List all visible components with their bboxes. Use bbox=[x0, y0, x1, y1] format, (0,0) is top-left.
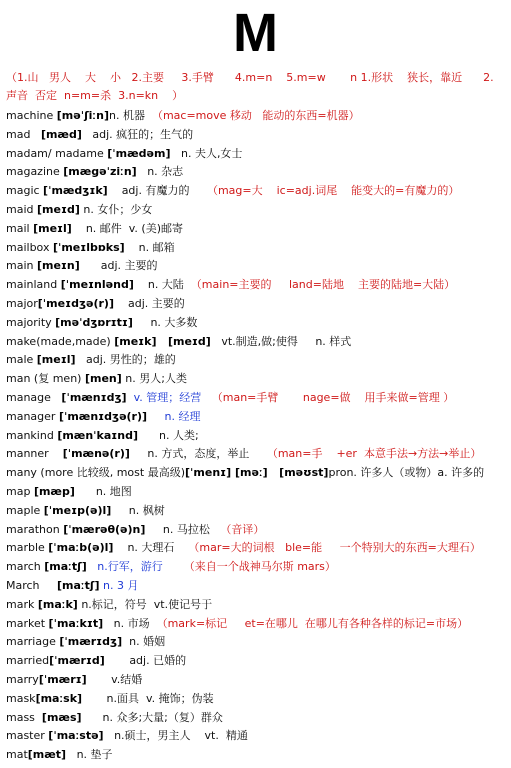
entry-definition: adj. 男性的；雄的 bbox=[75, 353, 176, 367]
entry-word: major bbox=[6, 296, 38, 310]
entry-phonetic: [ˈmærəθ(ə)n] bbox=[63, 522, 146, 536]
entry-phonetic: [ˈmærɪdʒ] bbox=[59, 635, 123, 649]
word-entry bbox=[6, 220, 511, 239]
entry-definition: adj. 主要的 bbox=[79, 259, 158, 273]
word-list bbox=[6, 107, 511, 765]
entry-word: manage bbox=[6, 390, 62, 404]
entry-etymology-note: （mark=标记 et=在哪儿 在哪儿有各种各样的标记=市场） bbox=[153, 616, 469, 630]
entry-phonetic: [ˈmænɪdʒ] bbox=[61, 390, 127, 404]
entry-phonetic: [ˈmeɪdʒə(r)] bbox=[37, 296, 114, 310]
word-entry bbox=[6, 163, 511, 182]
word-entry bbox=[6, 615, 511, 634]
word-entry bbox=[6, 727, 511, 746]
entry-word: maple bbox=[6, 503, 44, 517]
entry-word: marry bbox=[6, 672, 39, 686]
entry-definition: n. 3 月 bbox=[99, 578, 139, 592]
entry-definition: n. 地图 bbox=[74, 484, 132, 498]
entry-definition: n. 众多;大量;（复）群众 bbox=[81, 710, 223, 724]
entry-definition: vt.制造,做;使得 n. 样式 bbox=[210, 334, 352, 348]
word-entry bbox=[6, 314, 511, 333]
entry-definition: n.硕士，男主人 vt. 精通 bbox=[103, 729, 248, 743]
entry-definition: n. 经理 bbox=[147, 409, 201, 423]
entry-phonetic: [meɪl] bbox=[33, 221, 72, 235]
entry-phonetic: [mænˈkaɪnd] bbox=[57, 428, 138, 442]
entry-definition: n. 杂志 bbox=[136, 165, 184, 179]
entry-phonetic: [ˈmærɪd] bbox=[49, 654, 105, 668]
entry-definition: v.结婚 bbox=[86, 672, 143, 686]
entry-phonetic: [ˈmænə(r)] bbox=[62, 447, 130, 461]
entry-definition: n. 市场 bbox=[103, 616, 154, 630]
entry-definition: n. 夫人,女士 bbox=[170, 146, 243, 160]
entry-word: machine bbox=[6, 109, 57, 122]
entry-definition: pron. 许多人（或物）a. 许多的 bbox=[328, 466, 485, 480]
entry-phonetic: [meɪk] [meɪd] bbox=[114, 334, 211, 348]
entry-phonetic: [mæp] bbox=[33, 484, 75, 498]
word-entry bbox=[6, 333, 511, 352]
entry-phonetic: [ˈmaːkɪt] bbox=[48, 616, 104, 630]
entry-definition: n. 女仆；少女 bbox=[79, 202, 153, 216]
word-entry bbox=[6, 521, 511, 540]
entry-word: map bbox=[6, 484, 34, 498]
entry-word: main bbox=[6, 259, 37, 273]
entry-definition: adj. 已婚的 bbox=[104, 654, 187, 668]
entry-phonetic: [men] bbox=[84, 372, 122, 386]
entry-phonetic: [mægəˈziːn] bbox=[63, 165, 137, 179]
word-entry bbox=[6, 276, 511, 295]
entry-etymology-note: （main=主要的 land=陆地 主要的陆地=大陆） bbox=[187, 278, 456, 292]
entry-definition: adj. 有魔力的 bbox=[107, 184, 197, 198]
entry-word: mass bbox=[6, 710, 42, 724]
entry-etymology-note: （音译） bbox=[216, 522, 265, 536]
entry-phonetic: [meɪd] bbox=[37, 202, 80, 216]
entry-word: maid bbox=[6, 202, 37, 216]
entry-word: madam/ madame bbox=[6, 146, 108, 160]
entry-phonetic: [meɪn] bbox=[36, 259, 80, 273]
word-entry bbox=[6, 408, 511, 427]
entry-word: majority bbox=[6, 315, 56, 329]
word-entry bbox=[6, 126, 511, 145]
entry-definition: n. 垫子 bbox=[66, 748, 113, 762]
entry-phonetic: [ˈmaːstə] bbox=[48, 729, 104, 743]
word-entry bbox=[6, 295, 511, 314]
entry-word: mail bbox=[6, 221, 34, 235]
entry-phonetic: [ˈmeɪp(ə)l] bbox=[43, 503, 112, 517]
entry-word: mainland bbox=[6, 278, 61, 292]
entry-word: many (more 比较级, most 最高级) bbox=[6, 466, 185, 480]
word-entry bbox=[6, 370, 511, 389]
entry-phonetic: [ˈmærɪ] bbox=[38, 672, 87, 686]
word-entry bbox=[6, 539, 511, 558]
entry-definition: n. 马拉松 bbox=[145, 522, 217, 536]
entry-definition: v. 管理；经营 bbox=[126, 390, 202, 404]
entry-phonetic: [maːtʃ] bbox=[44, 560, 87, 574]
entry-phonetic: [ˈmenɪ] [məː] [məʊst] bbox=[185, 466, 329, 480]
entry-phonetic: [meɪl] bbox=[36, 353, 76, 367]
entry-word: male bbox=[6, 353, 37, 367]
entry-phonetic: [mæt] bbox=[27, 748, 67, 762]
entry-definition: n. 男人;人类 bbox=[121, 372, 187, 386]
entry-word: magazine bbox=[6, 165, 64, 179]
word-entry bbox=[6, 596, 511, 615]
word-entry bbox=[6, 671, 511, 690]
entry-phonetic: [mæd] bbox=[40, 127, 82, 141]
entry-word: man (复 men) bbox=[6, 372, 85, 386]
entry-word: mad bbox=[6, 127, 41, 141]
word-entry bbox=[6, 652, 511, 671]
entry-word: manner bbox=[6, 447, 63, 461]
entry-phonetic: [ˈmædəm] bbox=[107, 146, 171, 160]
section-letter-heading: M bbox=[233, 3, 278, 63]
word-entry bbox=[6, 464, 511, 483]
entry-word: March bbox=[6, 578, 58, 592]
word-entry bbox=[6, 483, 511, 502]
entry-word: make(made,made) bbox=[6, 334, 115, 348]
entry-word: mat bbox=[6, 748, 28, 762]
word-entry bbox=[6, 107, 511, 126]
entry-word: master bbox=[6, 729, 49, 743]
word-entry bbox=[6, 709, 511, 728]
entry-word: marble bbox=[6, 541, 49, 555]
entry-word: magic bbox=[6, 184, 44, 198]
word-entry bbox=[6, 746, 511, 765]
entry-definition: adj. 主要的 bbox=[113, 296, 185, 310]
entry-definition: n. 人类; bbox=[138, 428, 199, 442]
word-entry bbox=[6, 502, 511, 521]
entry-definition: n. 机器 bbox=[109, 109, 149, 122]
word-entry bbox=[6, 633, 511, 652]
entry-word: mailbox bbox=[6, 240, 53, 254]
word-entry bbox=[6, 201, 511, 220]
entry-etymology-note: （mac=move 移动 能动的东西=机器） bbox=[148, 109, 360, 122]
word-entry bbox=[6, 427, 511, 446]
root-meaning-note: （1.山 男人 大 小 2.主要 3.手臂 4.m=n 5.m=w n 1.形状 狭长，靠近 2. 声音 否定 n=m=杀 3.n=kn ） bbox=[6, 71, 494, 102]
entry-word: manager bbox=[6, 409, 59, 423]
entry-definition: n.行军，游行 bbox=[86, 560, 167, 574]
entry-phonetic: [maːk] bbox=[37, 597, 78, 611]
word-entry bbox=[6, 558, 511, 577]
entry-word: mark bbox=[6, 597, 38, 611]
word-entry bbox=[6, 145, 511, 164]
entry-etymology-note: （mar=大的词根 ble=能 一个特别大的东西=大理石） bbox=[177, 541, 481, 555]
word-entry bbox=[6, 389, 511, 408]
entry-phonetic: [ˈmaːb(ə)l] bbox=[48, 541, 114, 555]
entry-word: married bbox=[6, 654, 50, 668]
entry-phonetic: [maːsk] bbox=[35, 691, 83, 705]
word-entry bbox=[6, 445, 511, 464]
entry-word: marriage bbox=[6, 635, 60, 649]
entry-definition: n. 邮箱 bbox=[124, 240, 175, 254]
entry-phonetic: [ˈmeɪnlənd] bbox=[60, 278, 134, 292]
entry-definition: n.标记，符号 vt.使记号于 bbox=[77, 597, 213, 611]
entry-phonetic: [məˈʃiːn] bbox=[56, 109, 109, 122]
word-entry bbox=[6, 690, 511, 709]
entry-phonetic: [məˈdʒɒrɪtɪ] bbox=[55, 315, 133, 329]
entry-phonetic: [mæs] bbox=[41, 710, 82, 724]
entry-etymology-note: （来自一个战神马尔斯 mars） bbox=[166, 560, 336, 574]
entry-word: mankind bbox=[6, 428, 58, 442]
entry-definition: n. 婚姻 bbox=[122, 635, 166, 649]
word-entry bbox=[6, 351, 511, 370]
word-entry bbox=[6, 182, 511, 201]
entry-etymology-note: （mag=大 ic=adj.词尾 能变大的=有魔力的） bbox=[196, 184, 460, 198]
entry-definition: n. 大理石 bbox=[113, 541, 178, 555]
entry-word: marathon bbox=[6, 522, 64, 536]
entry-definition: n. 枫树 bbox=[111, 503, 165, 517]
entry-phonetic: [ˈmænɪdʒə(r)] bbox=[58, 409, 148, 423]
entry-phonetic: [ˈmeɪlbɒks] bbox=[52, 240, 125, 254]
entry-phonetic: [ˈmædʒɪk] bbox=[43, 184, 108, 198]
word-entry bbox=[6, 257, 511, 276]
entry-definition: n. 大多数 bbox=[132, 315, 198, 329]
word-entry bbox=[6, 239, 511, 258]
entry-word: market bbox=[6, 616, 49, 630]
word-entry bbox=[6, 577, 511, 596]
entry-definition: n. 邮件 v. (美)邮寄 bbox=[71, 221, 184, 235]
entry-definition: n. 大陆 bbox=[133, 278, 188, 292]
entry-definition: n. 方式，态度，举止 bbox=[129, 447, 257, 461]
entry-etymology-note: （man=手臂 nage=做 用手来做=管理 ） bbox=[201, 390, 455, 404]
entry-etymology-note: （man=手 +er 本意手法→方法→举止） bbox=[256, 447, 482, 461]
entry-phonetic: [maːtʃ] bbox=[57, 578, 100, 592]
entry-word: march bbox=[6, 560, 45, 574]
entry-word: mask bbox=[6, 691, 36, 705]
entry-definition: adj. 疯狂的；生气的 bbox=[81, 127, 194, 141]
entry-definition: n.面具 v. 掩饰；伪装 bbox=[82, 691, 214, 705]
